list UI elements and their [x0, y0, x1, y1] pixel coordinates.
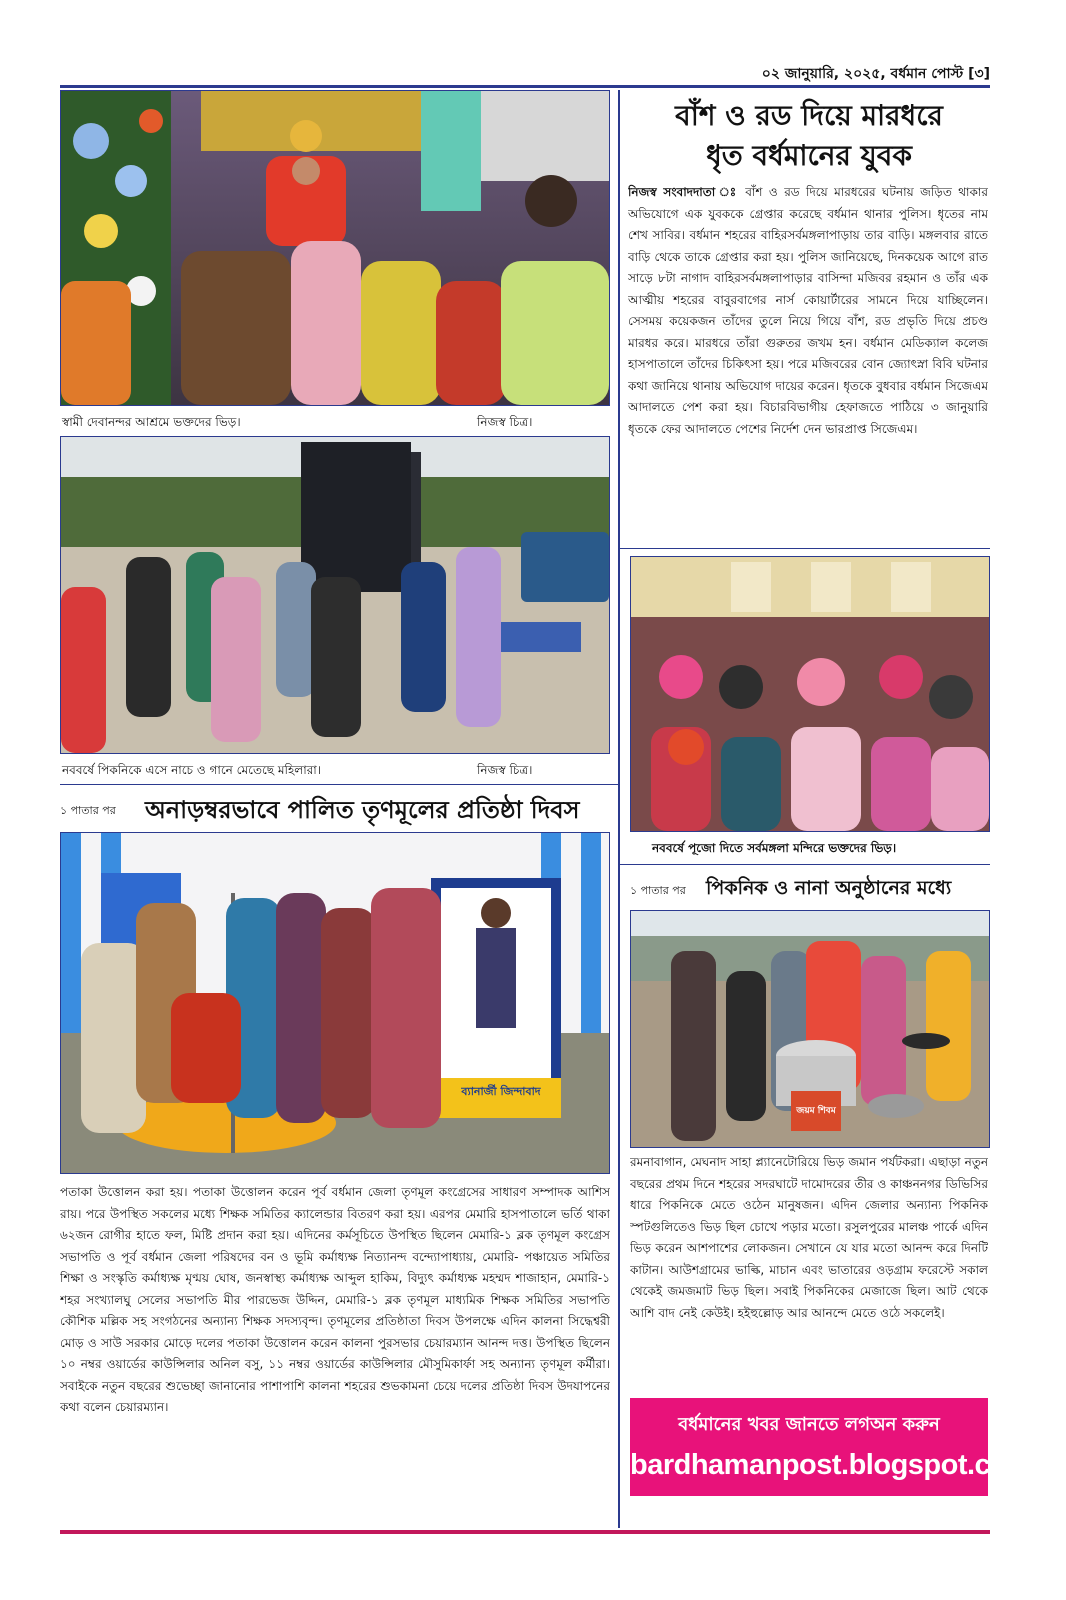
photo2-caption-text: নববর্ষে পিকনিকে এসে নাচে ও গানে মেতেছে মহিলারা।: [62, 763, 322, 777]
promo-line1: বর্ধমানের খবর জানতে লগঅন করুন: [678, 1414, 940, 1435]
arrest-body: বাঁশ ও রড দিয়ে মারধরের ঘটনায় জড়িত থাকার অভিযোগে এক যুবককে গ্রেপ্তার করেছে বর্ধমান থানার পুলিস। ধৃতের নাম শেখ সাবির। বর্ধমান শহরের বাহিরসর্বমঙ্গলাপাড়ায় তার বাড়ি। মঙ্গলবার রাতে বাড়ি থেকে তাকে গ্রেপ্তার করা হয়। পুলিস জানিয়েছে, দিনকয়েক আগে রাত সাড়ে ৮টা নাগাদ বাহিরসর্বমঙ্গলাপাড়ার বাসিন্দা মজিবর রহমান ও তাঁর এক আত্মীয় শহরের বাবুরবাগের নার্স কোয়ার্টারের সামনে দিয়ে যাচ্ছিলেন। সেসময় কয়েকজন তাঁদের তুলে নিয়ে গিয়ে বাঁশ, রড প্রভৃতি দিয়ে প্রচণ্ড মারধর করে। মারধরে তাঁরা গুরুতর জখম হন। বর্ধমান মেডিক্যাল কলেজ হাসপাতালে তাঁদের চিকিৎসা হয়। পরে মজিবরের বোন জ্যোৎস্না বিবি ঘটনার কথা জানিয়ে থানায় অভিযোগ দায়ের করেন। ধৃতকে বুধবার বর্ধমান সিজেএম আদালতে পেশ করা হয়। বিচারবিভাগীয় হেফাজতে পাঠিয়ে ৩ জানুয়ারি ধৃতকে ফের আদালতে পেশের নির্দেশ দেন ভারপ্রাপ্ত সিজেএম।: [628, 185, 988, 436]
trinamool-photo-image: [61, 833, 609, 1173]
picnic-headline-row: [630, 872, 990, 902]
promo-banner[interactable]: [630, 1398, 1033, 1496]
bottom-rule: [60, 1530, 990, 1534]
picnic-headline: পিকনিক ও নানা অনুষ্ঠানের মধ্যে: [706, 877, 952, 899]
page-header: [60, 62, 990, 84]
picnic-kicker: ১ পাতার পর: [630, 884, 686, 897]
picnic-body: রমনাবাগান, মেঘনাদ সাহা প্ল্যানেটোরিয়ে ভিড় জমান পর্যটকরা। এছাড়া নতুন বছরের প্রথম দিনে শহরের সদরঘাটে দামোদরের তীর ও কাঞ্চননগর ডিভিসির ধারে পিকনিকে মেতে ওঠেন মানুষজন। এদিন জেলার অন্যান্য পিকনিক স্পটগুলিতেও ভিড় ছিল চোখে পড়ার মতো। রসুলপুরের মালঞ্চ পার্কে এদিন ভিড় করেন আশপাশের লোকজন। সেখানে যে যার মতো আনন্দ করে দিনটি কাটান। আউশগ্রামের ভাল্কি, মাচান এবং ভাতারের ওড়গ্রাম ফরেস্টে সকাল থেকেই জমজমাট ভিড় ছিল। সবাই পিকনিকের মেজাজে ছিল। আট থেকে আশি বাদ নেই কেউই। হইহুল্লোড় আর আনন্দে মেতে ওঠে সকলেই।: [630, 1155, 988, 1320]
trinamool-body: পতাকা উত্তোলন করা হয়। পতাকা উত্তোলন করেন পূর্ব বর্ধমান জেলা তৃণমূল কংগ্রেসের সাধারণ সম্পাদক আশিস রায়। পরে উপস্থিত সকলের মধ্যে শিক্ষক সমিতির ক্যালেন্ডার বিতরণ করা হয়। এরপর মেমারি হাসপাতালে ভর্তি থাকা ৬২জন রোগীর হাতে ফল, মিষ্টি প্রদান করা হয়। এদিনের কর্মসূচিতে উপস্থিত ছিলেন মেমারি-১ ব্লক তৃণমূল কংগ্রেস সভাপতি ও পূর্ব বর্ধমান জেলা পরিষদের বন ও ভূমি কর্মাধ্যক্ষ নিত্যানন্দ বন্দ্যোপাধ্যায়, মেমারি- পঞ্চায়েত সমিতির শিক্ষা ও সংস্কৃতি কর্মাধ্যক্ষ মৃণ্ময় ঘোষ, জনস্বাস্থ্য কর্মাধ্যক্ষ আব্দুল হাকিম, বিদ্যুৎ কর্মাধ্যক্ষ মহম্মদ শাজাহান, মেমারি-১ শহর সংখ্যালঘু সেলের সভাপতি মীর পারভেজ উদ্দিন, মেমারি-১ ব্লক তৃণমূল মাধ্যমিক শিক্ষক সমিতির সভাপতি কৌশিক মল্লিক সহ সংগঠনের অন্যান্য শিক্ষক সদস্যবৃন্দ। তৃণমূলের প্রতিষ্ঠাতা দিবস উপলক্ষে এদিন কালনা সিদ্ধেশ্বরী মোড় ও সাউ সরকার মোড়ে দলের পতাকা উত্তোলন করেন কালনা পুরসভার চেয়ারম্যান আনন্দ দত্ত। উপস্থিত ছিলেন ১০ নম্বর ওয়ার্ডের কাউন্সিলার অনিল বসু, ১১ নম্বর ওয়ার্ডের কাউন্সিলার মৌসুমিকার্ফা সহ অন্যান্য তৃণমূল কর্মীরা। সবাইকে নতুন বছরের শুভেচ্ছা জানানোর পাশাপাশি কালনা শহরের শুভকামনা চেয়ে দলের প্রতিষ্ঠা দিবস উদযাপনের কথা বলেন চেয়ারম্যান।: [60, 1185, 610, 1414]
photo1-caption-text: স্বামী দেবানন্দর আশ্রমে ভক্তদের ভিড়।: [62, 415, 241, 429]
divider-right-1: [620, 548, 990, 549]
photo2-caption: [62, 762, 602, 780]
arrest-byline: নিজস্ব সংবাদদাতা ঃ: [628, 185, 739, 199]
temple-photo-image: [631, 557, 989, 831]
photo1-caption: [62, 414, 602, 432]
photo1-credit: নিজস্ব চিত্র।: [477, 415, 533, 429]
trinamool-headline: অনাড়ম্বরভাবে পালিত তৃণমূলের প্রতিষ্ঠা দিবস: [145, 796, 580, 824]
photo-picnic-dance: [60, 436, 610, 754]
divider-right-2: [620, 864, 990, 865]
photo-picnic-cooking: [630, 910, 990, 1148]
photo2-credit: নিজস্ব চিত্র।: [477, 763, 533, 777]
promo-link[interactable]: bardhamanpost.blogspot.com: [630, 1449, 1033, 1481]
arrest-story: [628, 182, 988, 542]
trinamool-headline-row: [60, 790, 610, 826]
column-divider: [618, 90, 620, 1528]
header-dateline: ০২ জানুয়ারি, ২০২৫, বর্ধমান পোস্ট [৩]: [761, 66, 990, 82]
divider-left-1: [60, 784, 618, 785]
photo3-caption: নববর্ষে পূজো দিতে সর্বমঙ্গলা মন্দিরে ভক্তদের ভিড়।: [652, 841, 897, 855]
photo-ashram-crowd: [60, 90, 610, 406]
trinamool-kicker: ১ পাতার পর: [60, 804, 116, 817]
arrest-headline: [628, 96, 990, 180]
photo-sign-text: জয়ম শিবম: [796, 1106, 836, 1116]
photo-trinamool-women: [60, 832, 610, 1174]
arrest-headline-line2: ধৃত বর্ধমানের যুবক: [706, 139, 912, 172]
top-rule: [60, 85, 990, 88]
arrest-headline-line1: বাঁশ ও রড দিয়ে মারধরে: [675, 99, 943, 132]
ashram-photo-image: [61, 91, 609, 405]
picnic-dance-photo-image: [61, 437, 609, 753]
photo-temple-crowd: [630, 556, 990, 832]
photo-banner-text: ব্যানার্জী জিন্দাবাদ: [461, 1085, 541, 1098]
